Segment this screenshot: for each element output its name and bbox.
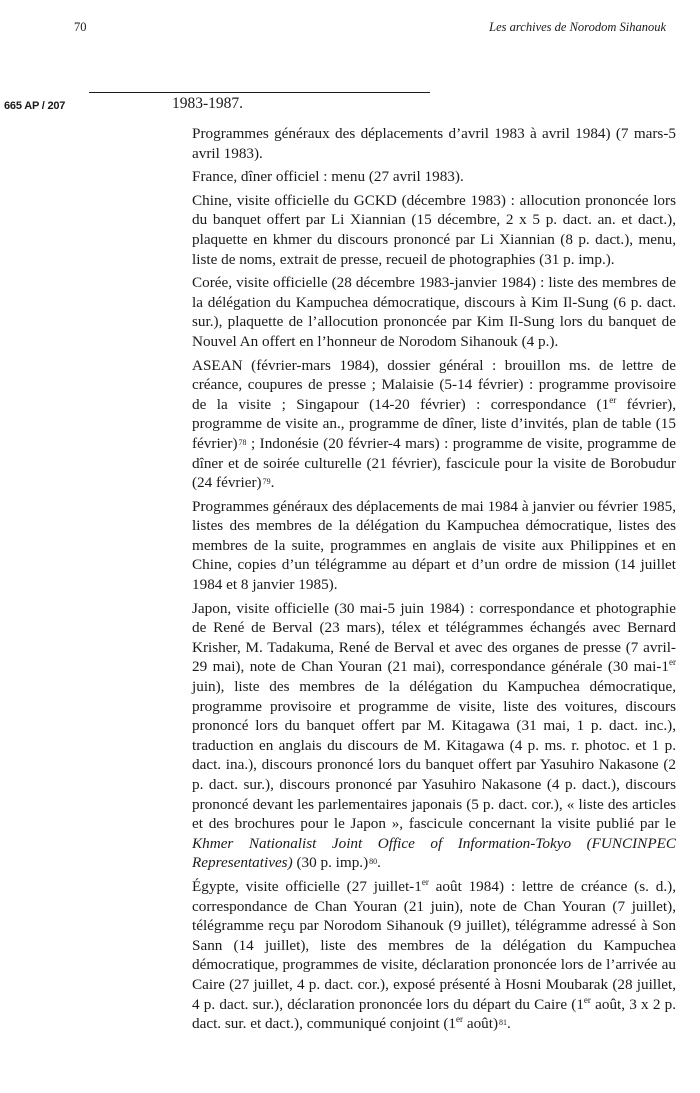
footnote-reference: 78 bbox=[238, 437, 247, 447]
inventory-entry bbox=[192, 273, 676, 351]
entry-text: Égypte, visite officielle (27 juillet-1 bbox=[192, 877, 422, 895]
header-rule bbox=[89, 92, 430, 93]
entry-text: février), programme de visite an., programme de dîner, liste d’invités, plan de table (15 février) bbox=[192, 395, 677, 452]
entry-text: Chine, visite officielle du GCKD (décembre 1983) : allocution prononcée lors du banquet offert par Li Xiannian (15 décembre, 2 x 5 p. dact. an. et dact.), plaquette en khmer du discours prononcé par Li Xiannian (8 p. dact.), menu, liste de noms, extrait de presse, recueil de photographies (31 p. imp.). bbox=[192, 191, 676, 268]
entries-list bbox=[192, 124, 676, 1038]
inventory-entry bbox=[192, 877, 676, 1034]
date-range: 1983-1987. bbox=[172, 95, 244, 112]
entry-text: . bbox=[507, 1015, 511, 1033]
ordinal-superscript: er bbox=[669, 657, 676, 668]
ordinal-superscript: er bbox=[456, 1014, 464, 1025]
entry-text: ASEAN (février-mars 1984), dossier général : brouillon ms. de lettre de créance, coupures de presse ; Malaisie (5-14 février) : programme provisoire de la visite ; Singapour (14-20 février) : correspondance (1 bbox=[192, 356, 676, 413]
footnote-reference: 81 bbox=[499, 1018, 508, 1028]
ordinal-superscript: er bbox=[609, 394, 617, 405]
inventory-entry bbox=[192, 191, 676, 269]
footnote-reference: 80 bbox=[369, 857, 378, 867]
inventory-entry bbox=[192, 599, 676, 873]
entry-text: . bbox=[270, 474, 275, 492]
entry-text: Programmes généraux des déplacements de mai 1984 à janvier ou février 1985, listes des membres de la délégation du Kampuchea démocratique, listes des membres de la suite, programmes en anglais de visite aux Philippines et en Chine, copies d’un télégramme au départ et d’un ordre de mission (14 juillet 1984 et 8 janvier 1985). bbox=[192, 497, 676, 594]
entry-text: Programmes généraux des déplacements d’avril 1983 à avril 1984) (7 mars-5 avril 1983). bbox=[192, 125, 676, 162]
running-title: Les archives de Norodom Sihanouk bbox=[489, 20, 666, 34]
ordinal-superscript: er bbox=[583, 994, 591, 1005]
entry-text: août) bbox=[463, 1015, 499, 1033]
ordinal-superscript: er bbox=[421, 876, 429, 887]
entry-text: août 1984) : lettre de créance (s. d.), correspondance de Chan Youran (21 juin), note de Chan Youran (7 juillet), télégramme reçu par Norodom Sihanouk (9 juillet), télégramme adressé à Son Sann (14 juillet), liste des membres de la délégation du Kampuchea démocratique, programmes de visite, déclaration prononcée lors de l’arrivée au Caire (27 juillet, 4 p. dact. cor.), exposé présenté à Hosni Moubarak (28 juillet, 4 p. dact. sur.), déclaration prononcée lors du départ du Caire (1 bbox=[192, 877, 676, 1013]
inventory-entry bbox=[192, 167, 676, 187]
entry-text: (30 p. imp.) bbox=[292, 854, 369, 872]
entry-text: juin), liste des membres de la délégation du Kampuchea démocratique, programme provisoire et programme de visite, liste des voitures, discours prononcé lors du banquet offert par M. Kitagawa (31 mai, 1 p. dact. inc.), traduction en anglais du discours de M. Kitagawa (4 p. ms. r. photoc. et 1 p. dact. ina.), discours prononcé lors du banquet offert par Yasuhiro Nakasone (2 p. dact. sur.), discours prononcé par Yasuhiro Nakasone (4 p. dact.), discours prononcé devant les parlementaires japonais (5 p. dact. cor.), « liste des articles et des brochures pour le Japon », fascicule concernant la visite publié par le bbox=[192, 678, 676, 833]
entry-text: Corée, visite officielle (28 décembre 1983-janvier 1984) : liste des membres de la délégation du Kampuchea démocratique, discours à Kim Il-Sung (6 p. dact. sur.), plaquette de l’allocution prononcée par Kim Il-Sung lors du banquet de Nouvel An offert en l’honneur de Norodom Sihanouk (4 p.). bbox=[192, 274, 676, 350]
entry-text: . bbox=[377, 854, 381, 872]
entry-text: France, dîner officiel : menu (27 avril 1983). bbox=[192, 168, 464, 186]
archive-cote: 665 AP / 207 bbox=[4, 100, 66, 112]
page-number: 70 bbox=[74, 20, 87, 34]
italic-title: Khmer Nationalist Joint Office of Information-Tokyo (FUNCINPEC Representatives) bbox=[192, 834, 676, 872]
footnote-reference: 79 bbox=[262, 477, 271, 487]
inventory-entry bbox=[192, 124, 676, 163]
inventory-entry bbox=[192, 356, 676, 493]
entry-text: Japon, visite officielle (30 mai-5 juin 1984) : correspondance et photographie de René de Berval (23 mars), télex et télégrammes échangés avec Bernard Krisher, M. Tadakuma, René de Berval et avec des organes de presse (7 avril-29 mai), note de Chan Youran (21 mai), correspondance générale (30 mai-1 bbox=[192, 599, 676, 676]
entry-text: ; Indonésie (20 février-4 mars) : programme de visite, programme de dîner et de soirée culturelle (21 février), fascicule pour la visite de Borobudur (24 février) bbox=[192, 434, 676, 492]
inventory-entry bbox=[192, 497, 676, 595]
entry-text: août, 3 x 2 p. dact. sur. et dact.), communiqué conjoint (1 bbox=[192, 995, 676, 1033]
